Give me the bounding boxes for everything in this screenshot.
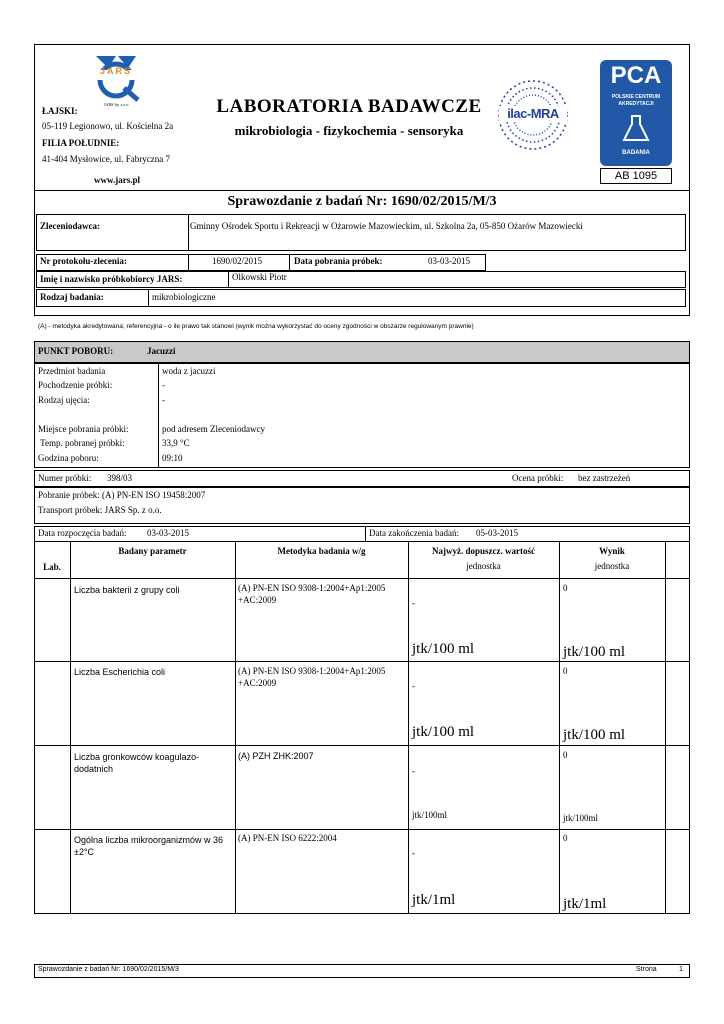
jars-logo-text: JARS [99, 66, 132, 76]
protocol-value: 1690/02/2015 [212, 256, 263, 266]
divider [188, 214, 189, 251]
client-value: Gminny Ośrodek Sportu i Rekreacji w Ożarowie Mazowieckim, ul. Szkolna 2a, 05-850 Ożarów Mazowiecki [190, 221, 583, 231]
divider [365, 526, 366, 542]
origin-label: Pochodzenie próbki: [38, 380, 113, 390]
ilac-mra-text: ilac-MRA [507, 106, 559, 121]
client-label: Zleceniodawca: [40, 221, 100, 231]
protocol-label: Nr protokołu-zlecenia: [40, 256, 127, 266]
transport: Transport próbek: JARS Sp. z o.o. [38, 505, 162, 515]
row-result: 0 [563, 833, 568, 843]
point-header [34, 341, 690, 363]
temp-label: Temp. pobranej próbki: [38, 438, 125, 448]
row-param: Liczba bakterii z grupy coli [74, 585, 180, 595]
footer-page-label: Strona [636, 966, 657, 973]
row-limit: - [412, 681, 415, 691]
sampling-method: Pobranie próbek: (A) PN-EN ISO 19458:2007 [38, 490, 206, 500]
dates-row [34, 526, 690, 542]
row-result: 0 [563, 583, 568, 593]
subject-value: woda z jacuzzi [162, 366, 216, 376]
place-label: Miejsce pobrania próbki: [38, 424, 129, 434]
pca-title: PCA [610, 62, 662, 89]
pca-line2: AKREDYTACJI [618, 101, 654, 107]
row-param: Ogólna liczba mikroorganizmów w 36 ±2°C [74, 835, 224, 857]
col-header-lab: Lab. [43, 562, 61, 572]
test-type-value: mikrobiologiczne [152, 292, 216, 302]
col-header-result: Wynik [599, 546, 625, 556]
divider [34, 190, 690, 191]
divider [228, 271, 229, 288]
jars-logo-sub: JARS Sp. z o.o. [104, 102, 130, 107]
row-method: (A) PN-EN ISO 6222:2004 [238, 833, 337, 843]
row-limit-unit: jtk/1ml [412, 892, 456, 908]
end-date-label: Data zakończenia badań: [369, 528, 459, 538]
divider [34, 829, 690, 830]
end-date-value: 05-03-2015 [476, 528, 518, 538]
test-type-label: Rodzaj badania: [40, 292, 104, 302]
row-limit-unit: jtk/100 ml [412, 641, 475, 657]
divider [34, 661, 690, 662]
footer-report: Sprawozdanie z badań Nr: 1690/02/2015/M/3 [38, 966, 179, 973]
row-limit: - [412, 598, 415, 608]
divider [235, 542, 236, 914]
intake-label: Rodzaj ujęcia: [38, 395, 90, 405]
sampler-label: Imię i nazwisko próbkobiorcy JARS: [40, 274, 183, 284]
point-details [34, 363, 690, 468]
accreditation-number: AB 1095 [600, 168, 672, 184]
hq-address: 05-119 Legionowo, ul. Kościelna 2a [42, 121, 174, 131]
subject-label: Przedmiot badania [38, 366, 106, 376]
divider [408, 542, 409, 914]
row-result: 0 [563, 666, 568, 676]
row-limit-unit: jtk/100 ml [412, 724, 475, 740]
col-header-method: Metodyka badania w/g [277, 546, 366, 556]
footer-page-number: 1 [679, 966, 683, 973]
row-param: Liczba gronkowców koagulazo-dodatnich [74, 752, 200, 774]
jars-logo [86, 50, 146, 102]
accreditation-note: (A) - metodyka akredytowana; referencyjna - o ile prawo tak stanowi (wynik można wykorzystać do oceny zgodności w obszarze regulowanym prawnie) [38, 323, 474, 330]
lab-subtitle: mikrobiologia - fizykochemia - sensoryka [234, 123, 464, 138]
flask-icon [620, 114, 652, 144]
client-row [36, 214, 686, 251]
divider [70, 542, 71, 914]
report-title: Sprawozdanie z badań Nr: 1690/02/2015/M/3 [227, 194, 497, 209]
lab-title: LABORATORIA BADAWCZE [216, 96, 482, 117]
col-header-limit: Najwyż. dopuszcz. wartość [432, 546, 535, 556]
intake-value: - [162, 395, 165, 405]
col-header-param: Badany parametr [118, 546, 187, 556]
test-type-row [36, 289, 686, 307]
divider [689, 542, 690, 914]
time-label: Godzina poboru: [38, 453, 99, 463]
time-value: 09:10 [162, 453, 183, 463]
branch-label: FILIA POŁUDNIE: [42, 138, 120, 148]
divider [665, 542, 666, 914]
row-limit: - [412, 848, 415, 858]
divider [158, 363, 159, 468]
row-result-unit: jtk/1ml [563, 896, 607, 912]
divider [188, 254, 189, 271]
row-result-unit: jtk/100 ml [563, 727, 626, 743]
divider [34, 578, 690, 579]
row-limit-unit: jtk/100ml [412, 810, 448, 820]
sampler-value: Olkowski Piotr [232, 272, 287, 282]
row-result-unit: jtk/100 ml [563, 644, 626, 660]
origin-value: - [162, 380, 165, 390]
row-result-unit: jtk/100ml [563, 813, 599, 823]
row-method: (A) PZH ZHK:2007 [238, 751, 314, 761]
row-result: 0 [563, 750, 568, 760]
row-limit: - [412, 766, 415, 776]
place-value: pod adresem Zleceniodawcy [162, 424, 265, 434]
divider [559, 542, 560, 914]
sample-number-label: Numer próbki: [38, 473, 92, 483]
website[interactable]: www.jars.pl [94, 175, 141, 185]
jars-logo-icon [86, 50, 146, 102]
row-param: Liczba Escherichia coli [74, 667, 166, 677]
branch-address: 41-404 Mysłowice, ul. Fabryczna 7 [42, 154, 170, 164]
sample-number-value: 398/03 [107, 473, 133, 483]
point-value: Jacuzzi [147, 346, 176, 356]
hq-label: ŁAJSKI: [42, 106, 78, 116]
col-header-limit-unit: jednostka [466, 561, 501, 571]
col-header-result-unit: jednostka [594, 561, 630, 571]
assessment-label: Ocena próbki: [512, 473, 564, 483]
start-date-value: 03-03-2015 [147, 528, 189, 538]
sampling-date-value: 03-03-2015 [428, 256, 470, 266]
divider [34, 745, 690, 746]
pca-badge: BADANIA [622, 150, 650, 156]
point-label: PUNKT POBORU: [38, 346, 114, 356]
divider [148, 289, 149, 307]
temp-value: 33,9 °C [162, 438, 190, 448]
row-method: (A) PN-EN ISO 9308-1:2004+Ap1:2005 +AC:2009 [238, 583, 386, 605]
divider [289, 254, 290, 271]
pca-line1: POLSKIE CENTRUM [611, 94, 661, 100]
row-method: (A) PN-EN ISO 9308-1:2004+Ap1:2005 +AC:2009 [238, 666, 386, 688]
start-date-label: Data rozpoczęcia badań: [38, 528, 127, 538]
sampling-date-label: Data pobrania próbek: [294, 256, 383, 266]
assessment-value: bez zastrzeżeń [578, 473, 631, 483]
